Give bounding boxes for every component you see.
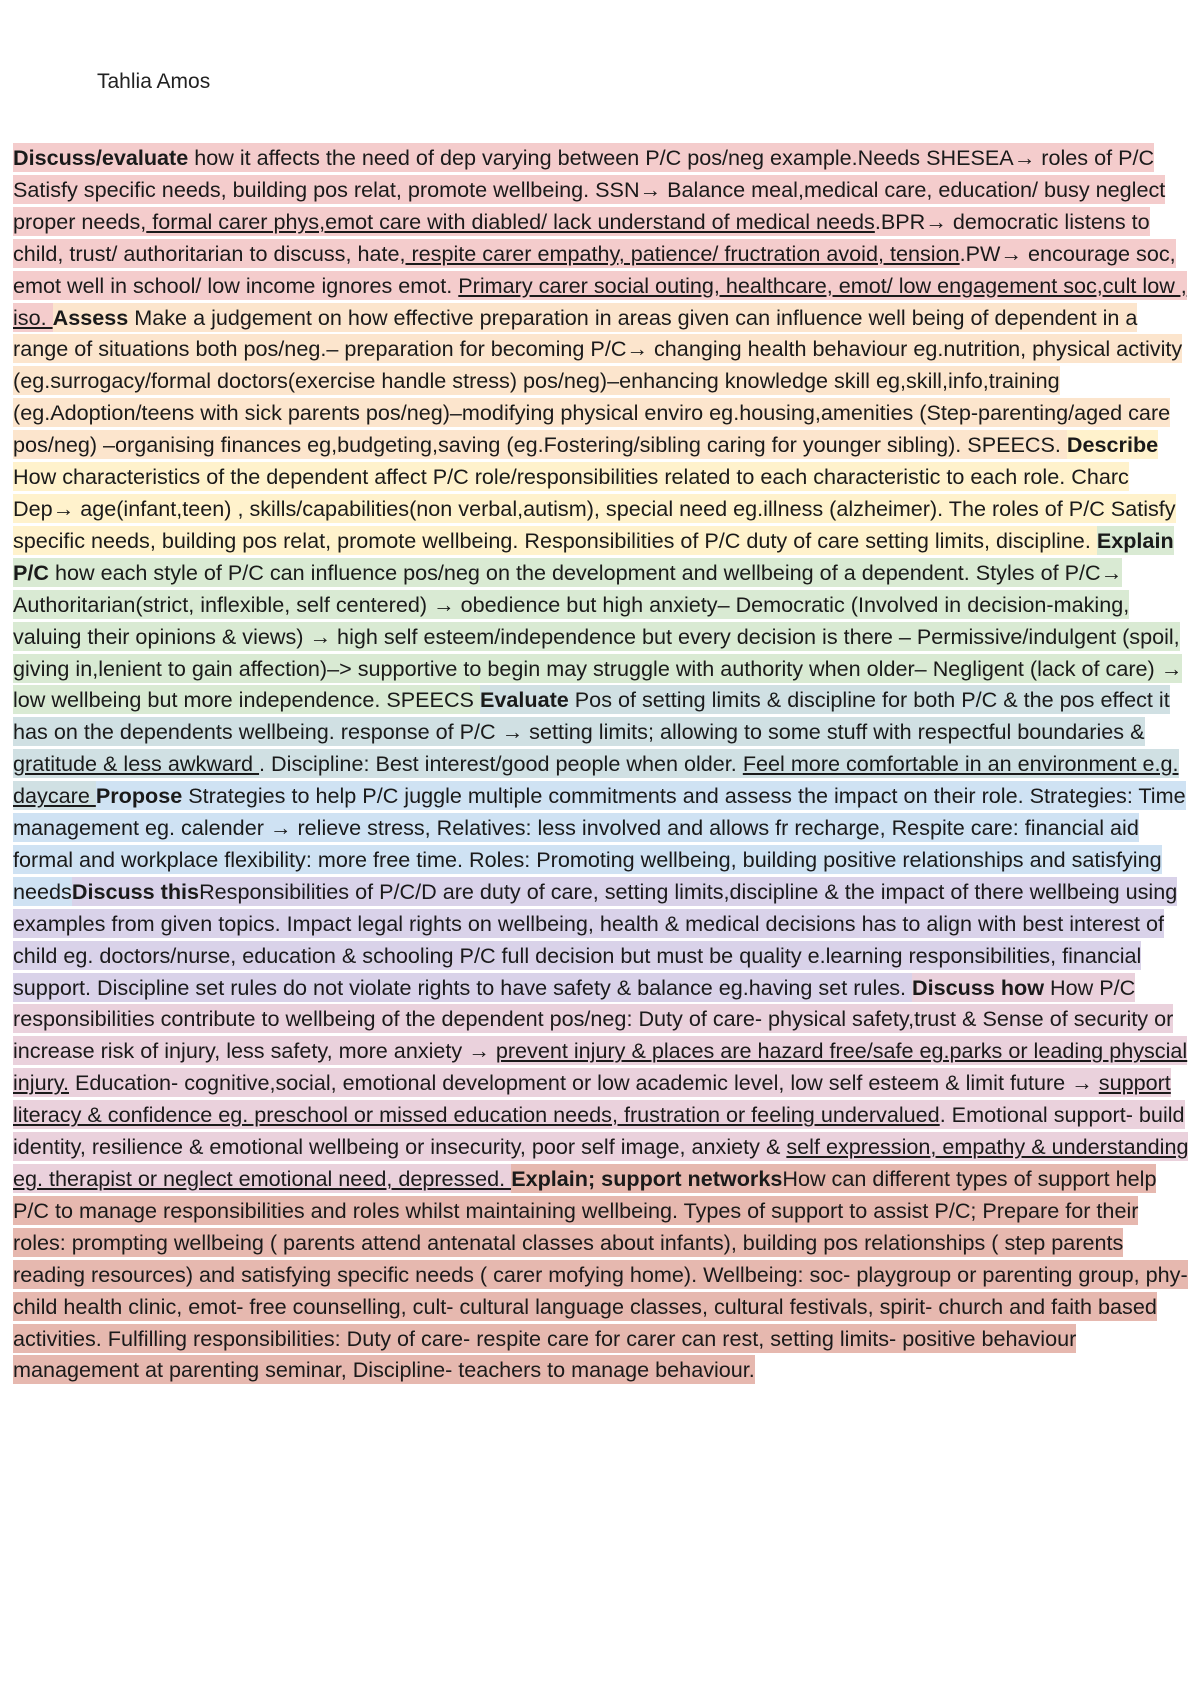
section-discuss-how — [13, 973, 1188, 1193]
underlined-example: Feel more comfortable in an environment e.g. daycare — [13, 751, 1179, 809]
section-assess — [13, 303, 1182, 460]
section-heading: Discuss this — [71, 878, 200, 904]
section-heading: Explain; support networks — [511, 1166, 783, 1191]
section-text: Pos of setting limits & discipline for both P/C & the pos effect it has on the dependents wellbeing. response of P/C → setting limits; allowing to some stuff with respectful boundaries & — [13, 687, 1170, 745]
section-heading: Evaluate — [479, 687, 569, 713]
underlined-example: formal carer phys,emot care with diabled/ lack understand of medical needs — [146, 208, 875, 234]
section-heading: Propose — [95, 783, 183, 809]
underlined-example: prevent injury & places are hazard free/safe eg.parks or leading physcial injury. — [13, 1038, 1188, 1096]
section-text: Responsibilities of P/C/D are duty of care, setting limits,discipline & the impact of there wellbeing using examples from given topics. Impact legal rights on wellbeing, health & medical decisions has to align with best interest of child eg. doctors/nurse, education & schooling P/C full decision but must be quality e.learning responsibilities, financial support. Discipline set rules do not violate rights to have safety & balance eg.having set rules. — [13, 878, 1178, 1000]
section-text: . Emotional support- build identity, resilience & emotional wellbeing or insecurity, poor self image, anxiety & — [13, 1102, 1185, 1160]
underlined-example: gratitude & less awkward — [13, 751, 260, 777]
section-text: How can different types of support help P/C to manage responsibilities and roles whilst maintaining wellbeing. Types of support to assist P/C; Prepare for their roles: prompting wellbeing ( parents attend antenatal classes about infants), building pos relationships ( step parents reading resources) and satisfying specific needs ( carer mofying home). Wellbeing: soc- playgroup or parenting group, phy- child health clinic, emot- free counselling, cult- cultural language classes, cultural festivals, spirit- church and faith based activities. Fulfilling responsibilities: Duty of care- respite care for carer can rest, setting limits- positive behaviour management at parenting seminar, Discipline- teachers to manage behaviour. — [13, 1166, 1188, 1383]
section-heading: Describe — [1066, 432, 1159, 458]
section-heading: Assess — [52, 304, 129, 330]
section-text: Education- cognitive,social, emotional development or low academic level, low self esteem & limit future → — [69, 1070, 1099, 1096]
section-text: How P/C responsibilities contribute to wellbeing of the dependent pos/neg: Duty of care- physical safety,trust & Sense of security or increase risk of injury, less safety, more anxiety → — [13, 974, 1174, 1064]
section-text: .PW→ encourage soc, emot well in school/ low income ignores emot. — [13, 240, 1176, 298]
section-heading: Discuss how — [912, 974, 1045, 1000]
section-heading: Explain P/C — [13, 527, 1174, 585]
section-text: How characteristics of the dependent affect P/C role/responsibilities related to each characteristic to each role. Charc Dep→ age(infant,teen) , skills/capabilities(non verbal,autism), special need eg.illness (alzheimer). The roles of P/C Satisfy specific needs, building pos relat, promote wellbeing. Responsibilities of P/C duty of care setting limits, discipline. — [13, 464, 1176, 553]
underlined-example: Primary carer social outing, healthcare, emot/ low engagement soc,cult low , iso. — [13, 272, 1187, 330]
section-text: Make a judgement on how effective preparation in areas given can influence well being of dependent in a range of situations both pos/neg.– preparation for becoming P/C→ changing health behaviour eg.nutrition, physical activity (eg.surrogacy/formal doctors(exercise handle stress) pos/neg)–enhancing knowledge skill eg,skill,info,training (eg.Adoption/teens with sick parents pos/neg)–modifying physical enviro eg.housing,amenities (Step-parenting/aged care pos/neg) –organising finances eg,budgeting,saving (eg.Fostering/sibling caring for younger sibling). SPEECS. — [13, 304, 1183, 458]
section-heading: Discuss/evaluate — [13, 145, 189, 170]
section-text: . Discipline: Best interest/good people when older. — [259, 751, 743, 777]
underlined-example: self expression, empathy & understanding eg. therapist or neglect emotional need, depressed. — [13, 1134, 1189, 1191]
section-text: how it affects the need of dep varying between P/C pos/neg example.Needs SHESEA→ roles of P/C Satisfy specific needs, building pos relat, promote wellbeing. SSN→ Balance meal,medical care, education/ busy neglect proper needs, — [13, 145, 1166, 234]
section-text: .BPR→ democratic listens to child, trust/ authoritarian to discuss, hate, — [13, 208, 1150, 266]
notes-body — [13, 142, 1191, 1386]
section-text: how each style of P/C can influence pos/neg on the development and wellbeing of a dependent. Styles of P/C→ Authoritarian(strict, inflexible, self centered) → obedience but high anxiety– Democratic (Involved in decision-making, valuing their opinions & views) → high self esteem/independence but every decision is there – Permissive/indulgent (spoil, giving in,lenient to gain affection)–> supportive to begin may struggle with authority when older– Negligent (lack of care) → low wellbeing but more independence. SPEECS — [13, 559, 1183, 713]
section-text: Strategies to help P/C juggle multiple commitments and assess the impact on their role. Strategies: Time management eg. calender → relieve stress, Relatives: less involved and allows fr recharge, Respite care: financial aid formal and workplace flexibility: more free time. Roles: Promoting wellbeing, building positive relationships and satisfying needs — [13, 783, 1186, 904]
underlined-example: support literacy & confidence eg. preschool or missed education needs, frustration or feeling undervalued — [13, 1070, 1171, 1128]
author-name: Tahlia Amos — [97, 70, 211, 93]
section-explain-support — [13, 1164, 1188, 1384]
underlined-example: respite carer empathy, patience/ fructration avoid, tension — [405, 240, 960, 266]
